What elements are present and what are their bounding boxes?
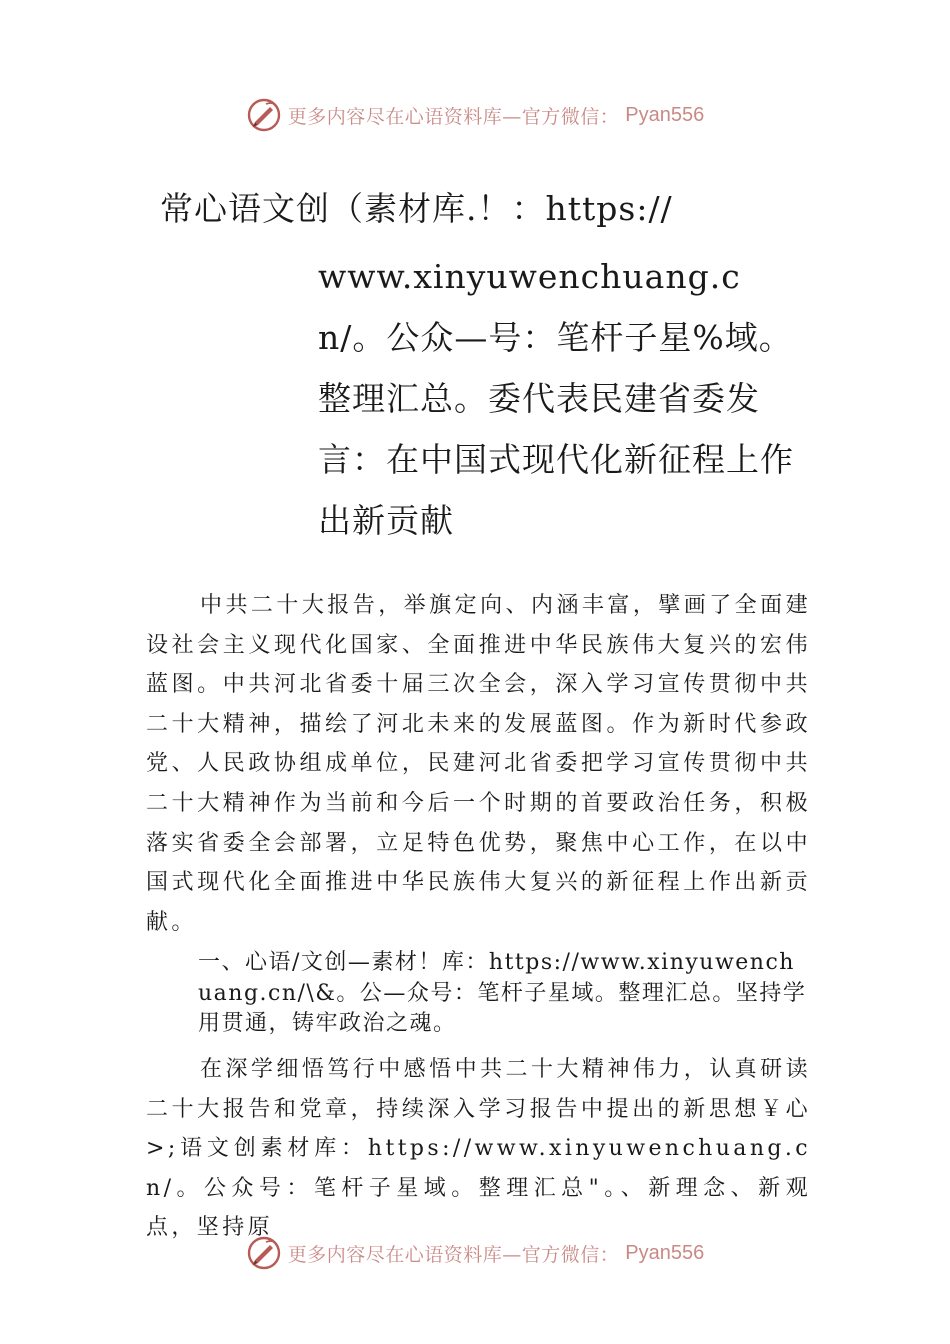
header-banner (0, 95, 950, 135)
banner-wechat-id: Pyan556 (625, 1241, 705, 1264)
section-heading: 一、心语/文创—素材！库：https://www.xinyuwenchuang.cn/\&。公—众号：笔杆子星域。整理汇总。坚持学用贯通，铸牢政治之魂。 (198, 950, 807, 1036)
banner-text: 更多内容尽在心语资料库—官方微信： (287, 105, 620, 128)
body-paragraph-1: 中共二十大报告，举旗定向、内涵丰富，擘画了全面建设社会主义现代化国家、全面推进中华民族伟大复兴的宏伟蓝图。中共河北省委十届三次全会，深入学习宣传贯彻中共二十大精神，描绘了河北未来的发展蓝图。作为新时代参政党、人民政协组成单位，民建河北省委把学习宣传贯彻中共二十大精神作为当前和今后一个时期的首要政治任务，积极落实省委全会部署，立足特色优势，聚焦中心工作，在以中国式现代化全面推进中华民族伟大复兴的新征程上作出新贡献。 (146, 593, 811, 935)
banner-wechat-id: Pyan556 (625, 103, 705, 126)
page-title: www.xinyuwenchuang.cn/。公众—号：笔杆子星%域。整理汇总。委代表民建省委发言：在中国式现代化新征程上作出新贡献 (318, 257, 794, 540)
title-first-line: 常心语文创（素材库.！：https:// (160, 189, 673, 228)
pen-logo-icon (246, 1235, 282, 1271)
banner-text: 更多内容尽在心语资料库—官方微信： (287, 1243, 620, 1266)
pen-logo-icon (246, 97, 282, 133)
footer-banner (0, 1233, 950, 1273)
body-paragraph-2: 在深学细悟笃行中感悟中共二十大精神伟力，认真研读二十大报告和党章，持续深入学习报告中提出的新思想￥心>;语文创素材库：https://www.xinyuwenchuang.cn/。公众号：笔杆子星域。整理汇总"。、新理念、新观点，坚持原 (146, 1057, 811, 1241)
